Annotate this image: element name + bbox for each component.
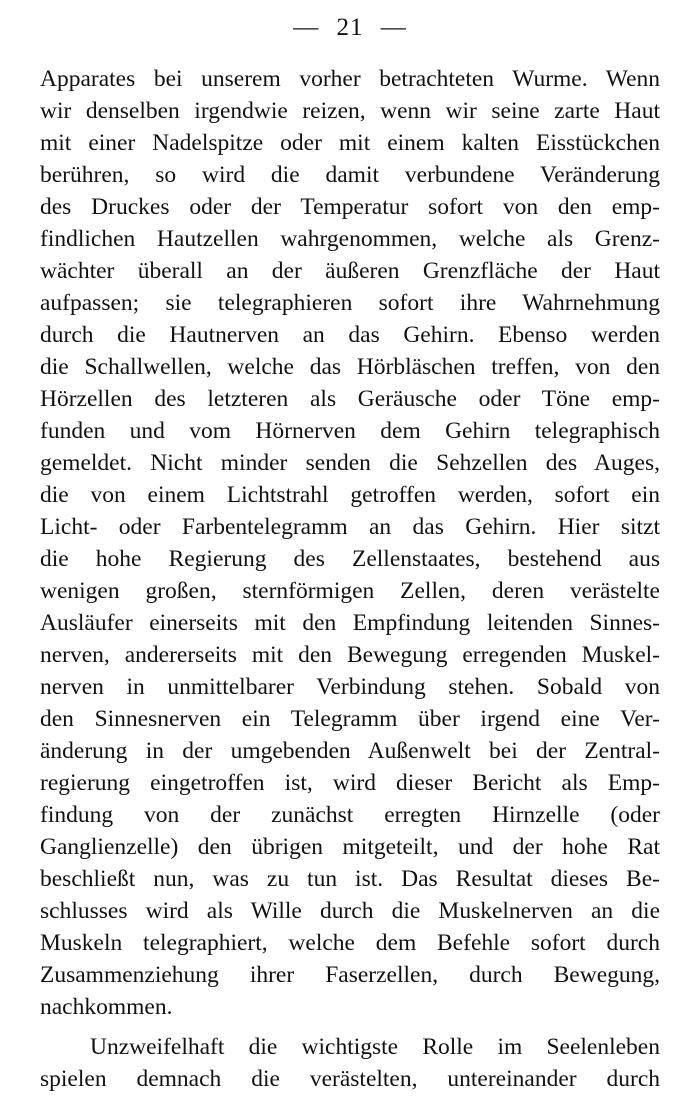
body-text xyxy=(40,63,660,1095)
text-line: Ganglienzelle) den übrigen mitgeteilt, und der hohe Rat xyxy=(40,834,660,860)
text-line: mit einer Nadelspitze oder mit einem kalten Eisstückchen xyxy=(40,130,660,156)
header-dash-right: — xyxy=(380,14,407,41)
text-line: Apparates bei unserem vorher betrachteten Wurme. Wenn xyxy=(40,66,660,92)
text-line: aufpassen; sie telegraphieren sofort ihre Wahrnehmung xyxy=(40,290,660,316)
text-line: berühren, so wird die damit verbundene Veränderung xyxy=(40,162,660,188)
text-line: des Druckes oder der Temperatur sofort von den emp- xyxy=(40,194,660,220)
text-line: regierung eingetroffen ist, wird dieser Bericht als Emp- xyxy=(40,770,660,796)
page-number: 21 xyxy=(336,14,364,41)
text-line: die hohe Regierung des Zellenstaates, bestehend aus xyxy=(40,546,660,572)
text-line: findung von der zunächst erregten Hirnzelle (oder xyxy=(40,802,660,828)
text-line: Muskeln telegraphiert, welche dem Befehle sofort durch xyxy=(40,930,660,956)
paragraph-end-line: nachkommen. xyxy=(40,994,173,1020)
text-line: Hörzellen des letzteren als Geräusche oder Töne emp- xyxy=(40,386,660,412)
header-dash-left: — xyxy=(293,14,320,41)
text-line: Ausläufer einerseits mit den Empfindung leitenden Sinnes- xyxy=(40,610,660,636)
text-line: spielen demnach die verästelten, untereinander durch xyxy=(40,1066,660,1092)
text-line: wir denselben irgendwie reizen, wenn wir seine zarte Haut xyxy=(40,98,660,124)
paragraph-gap xyxy=(40,1023,660,1031)
text-line: gemeldet. Nicht minder senden die Sehzellen des Auges, xyxy=(40,450,660,476)
text-line: die Schallwellen, welche das Hörbläschen treffen, von den xyxy=(40,354,660,380)
text-line: die von einem Lichtstrahl getroffen werden, sofort ein xyxy=(40,482,660,508)
paragraph-start-line: Unzweifelhaft die wichtigste Rolle im Seelenleben xyxy=(90,1034,660,1060)
text-line: wenigen großen, sternförmigen Zellen, deren verästelte xyxy=(40,578,660,604)
text-line: nerven in unmittelbarer Verbindung stehen. Sobald von xyxy=(40,674,660,700)
text-line: findlichen Hautzellen wahrgenommen, welche als Grenz- xyxy=(40,226,660,252)
text-line: funden und vom Hörnerven dem Gehirn telegraphisch xyxy=(40,418,660,444)
text-line: nerven, andererseits mit den Bewegung erregenden Muskel- xyxy=(40,642,660,668)
text-line: änderung in der umgebenden Außenwelt bei der Zentral- xyxy=(40,738,660,764)
text-line: Zusammenziehung ihrer Faserzellen, durch Bewegung, xyxy=(40,962,660,988)
page-header xyxy=(0,14,700,42)
text-line: wächter überall an der äußeren Grenzfläche der Haut xyxy=(40,258,660,284)
text-line: Licht- oder Farbentelegramm an das Gehirn. Hier sitzt xyxy=(40,514,660,540)
text-line: den Sinnesnerven ein Telegramm über irgend eine Ver- xyxy=(40,706,660,732)
text-line: schlusses wird als Wille durch die Muskelnerven an die xyxy=(40,898,660,924)
text-line: durch die Hautnerven an das Gehirn. Ebenso werden xyxy=(40,322,660,348)
text-line: beschließt nun, was zu tun ist. Das Resultat dieses Be- xyxy=(40,866,660,892)
